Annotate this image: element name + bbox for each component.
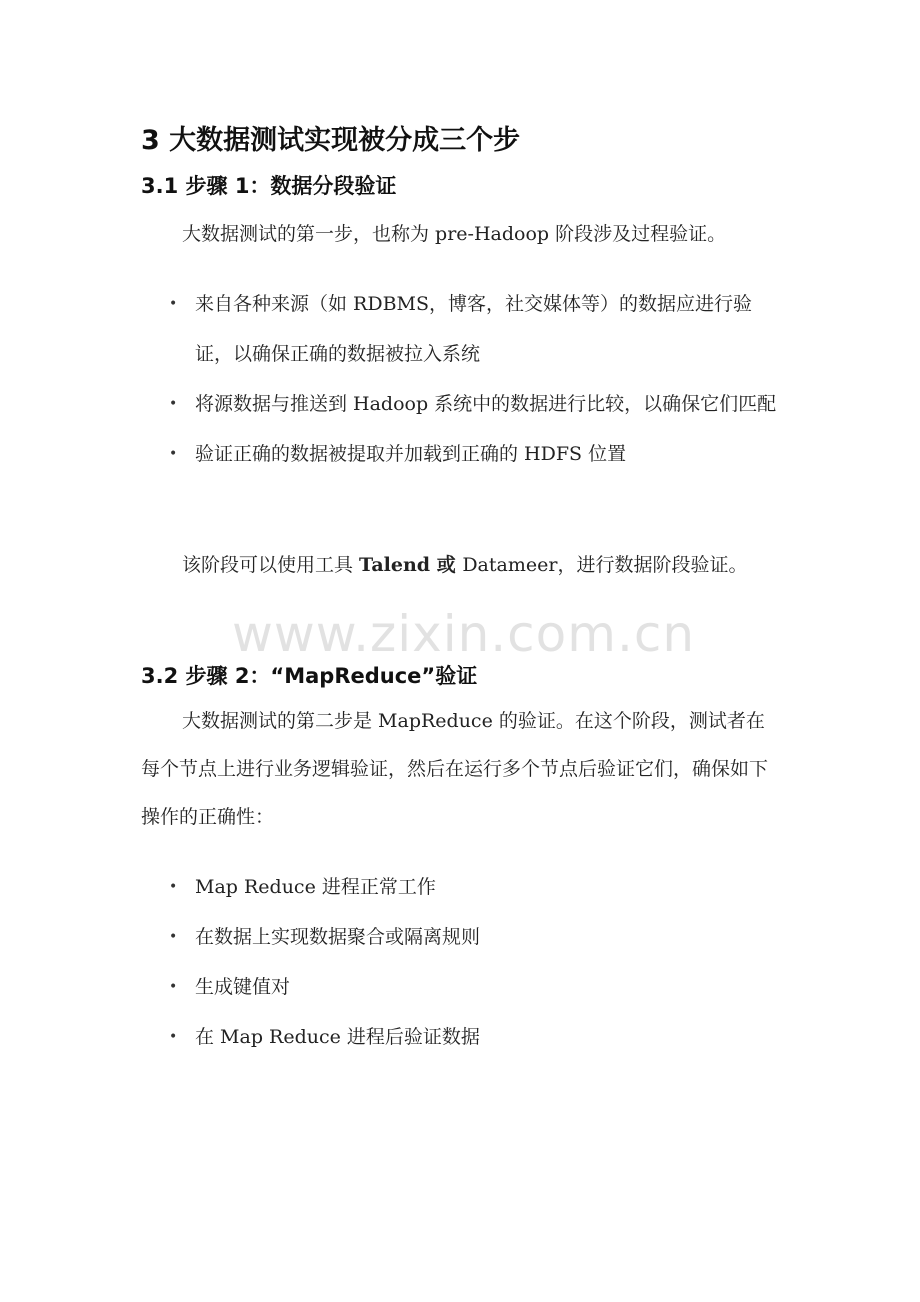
list-item-text: 将源数据与推送到 Hadoop 系统中的数据进行比较，以确保它们匹配 [195,393,777,415]
list-item-text: 验证正确的数据被提取并加载到正确的 HDFS 位置 [195,443,627,465]
bullet-icon: • [169,396,178,412]
list-item-text: 来自各种来源（如 RDBMS，博客，社交媒体等）的数据应进行验证，以确保正确的数据被拉入系统 [195,293,753,365]
tools-text-after: ，进行数据阶段验证。 [557,554,748,576]
list-item-text: 在数据上实现数据聚合或隔离规则 [195,926,481,948]
section-3-heading: 3 大数据测试实现被分成三个步 [141,125,521,156]
section-3-2-bullet-list [141,862,781,1062]
watermark: www.zixin.com.cn [232,605,696,663]
section-3-1-tools-paragraph [141,541,781,589]
list-item [141,1012,781,1062]
tools-text-before: 该阶段可以使用工具 [182,554,360,576]
bullet-icon: • [169,296,178,312]
list-item-text: Map Reduce 进程正常工作 [195,876,436,898]
section-3-1-heading: 3.1 步骤 1：数据分段验证 [141,174,397,198]
list-item [141,912,781,962]
list-item [141,279,781,379]
list-item-text: 生成键值对 [195,976,291,998]
bullet-icon: • [169,929,178,945]
list-item [141,379,781,429]
list-item-text: 在 Map Reduce 进程后验证数据 [195,1026,480,1048]
bullet-icon: • [169,879,178,895]
list-item [141,862,781,912]
tool-datameer: Datameer [462,554,558,576]
bullet-icon: • [169,446,178,462]
list-item [141,962,781,1012]
section-3-1-intro: 大数据测试的第一步，也称为 pre-Hadoop 阶段涉及过程验证。 [182,223,727,245]
section-3-2-intro: 大数据测试的第二步是 MapReduce 的验证。在这个阶段，测试者在每个节点上进行业务逻辑验证，然后在运行多个节点后验证它们，确保如下操作的正确性： [141,710,769,828]
tool-talend: Talend [359,554,431,576]
list-item [141,429,781,479]
bullet-icon: • [169,1029,178,1045]
section-3-2-heading: 3.2 步骤 2：“MapReduce”验证 [141,664,478,688]
section-3-1-bullet-list [141,279,781,479]
tools-text-or: 或 [430,554,463,576]
bullet-icon: • [169,979,178,995]
